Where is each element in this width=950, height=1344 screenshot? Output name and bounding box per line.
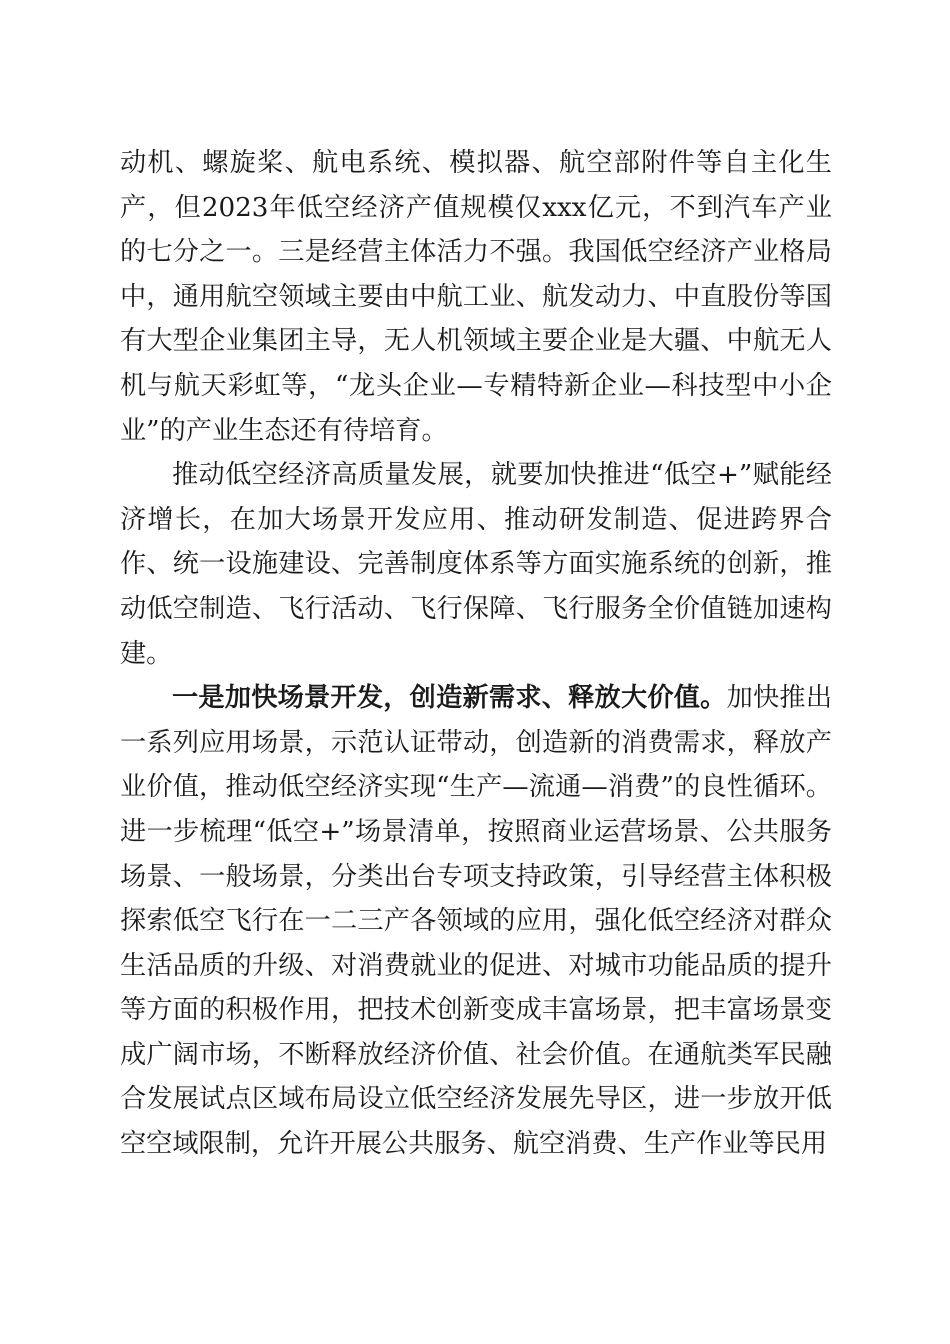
paragraph-3-text: 加快推出一系列应用场景，示范认证带动，创造新的消费需求，释放产业价值，推动低空经济实现“生产—流通—消费”的良性循环。进一步梳理“低空+”场景清单，按照商业运营场景、公共服务场景、一般场景，分类出台专项支持政策，引导经营主体积极探索低空飞行在一二三产各领域的应用，强化低空经济对群众生活品质的升级、对消费就业的促进、对城市功能品质的提升等方面的积极作用，把技术创新变成丰富场景，把丰富场景变成广阔市场，不断释放经济价值、社会价值。在通航类军民融合发展试点区域布局设立低空经济发展先导区，进一步放开低空空域限制，允许开展公共服务、航空消费、生产作业等民用: [120, 683, 833, 1160]
paragraph-low-altitude-plus: [120, 453, 832, 676]
paragraph-2-text: 推动低空经济高质量发展，就要加快推进“低空+”赋能经济增长，在加大场景开发应用、推动研发制造、促进跨界合作、统一设施建设、完善制度体系等方面实施系统的创新，推动低空制造、飞行活动、飞行保障、飞行服务全价值链加速构建。: [120, 460, 832, 669]
paragraph-1-text: 动机、螺旋桨、航电系统、模拟器、航空部附件等自主化生产，但2023年低空经济产值规模仅xxx亿元，不到汽车产业的七分之一。三是经营主体活力不强。我国低空经济产业格局中，通用航空领域主要由中航工业、航发动力、中直股份等国有大型企业集团主导，无人机领域主要企业是大疆、中航无人机与航天彩虹等，“龙头企业—专精特新企业—科技型中小企业”的产业生态还有待培育。: [120, 148, 832, 446]
body-text: [120, 141, 832, 1167]
paragraph-3-lead: 一是加快场景开发，创造新需求、释放大价值。: [172, 682, 727, 714]
paragraph-scene-development: [120, 676, 832, 1167]
paragraph-continuation: [120, 141, 832, 453]
